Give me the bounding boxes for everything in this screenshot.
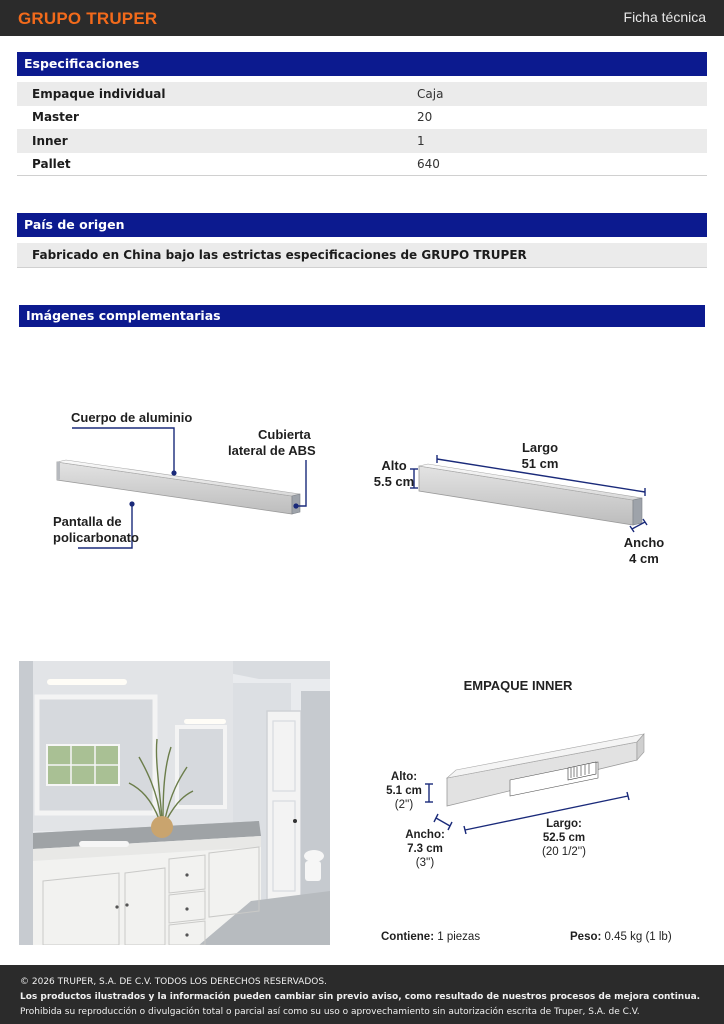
lamp-diagram-graphic — [0, 330, 724, 650]
spec-value: 20 — [417, 110, 433, 125]
height-value: 5.5 cm — [373, 474, 415, 489]
weight-label: Peso: — [570, 931, 602, 943]
height-label: Alto — [381, 458, 407, 473]
packaging-title: EMPAQUE INNER — [463, 678, 573, 693]
spec-label: Inner — [32, 133, 68, 148]
pack-length-cm: 52.5 cm — [542, 832, 586, 844]
length-value: 51 cm — [521, 456, 559, 471]
top-bar — [0, 0, 724, 36]
document-type-label: Ficha técnica — [623, 9, 706, 25]
brand-logo: GRUPO TRUPER — [18, 9, 158, 28]
footer — [0, 965, 724, 1024]
cover-label-line1: Cubierta — [258, 427, 311, 442]
pack-height-in: (2'') — [394, 799, 414, 811]
table-row — [17, 106, 707, 130]
screen-label-line1: Pantalla de — [53, 514, 122, 529]
packaging-box-graphic — [400, 730, 660, 840]
width-label: Ancho — [623, 535, 665, 550]
table-row — [17, 82, 707, 106]
spec-label: Empaque individual — [32, 86, 166, 101]
spec-value: Caja — [417, 86, 444, 101]
table-row — [17, 153, 707, 177]
length-label: Largo — [521, 440, 559, 455]
screen-label-line2: policarbonato — [53, 530, 139, 545]
contains-label: Contiene: — [381, 931, 435, 943]
spec-table — [17, 82, 707, 176]
contains-value: 1 piezas — [437, 931, 481, 943]
lamp-left-illustration — [57, 460, 300, 514]
pack-width-cm: 7.3 cm — [407, 843, 443, 855]
pack-length-label: Largo: — [546, 818, 582, 830]
section-header-images: Imágenes complementarias — [19, 305, 705, 327]
bathroom-photo — [19, 661, 330, 945]
section-header-specs: Especificaciones — [17, 52, 707, 76]
section-header-origin: País de origen — [17, 213, 707, 237]
table-row — [17, 129, 707, 153]
footer-copyright: © 2026 TRUPER, S.A. DE C.V. TODOS LOS DERECHOS RESERVADOS. — [20, 977, 327, 987]
origin-text: Fabricado en China bajo las estrictas especificaciones de GRUPO TRUPER — [17, 243, 707, 268]
spec-label: Master — [32, 110, 79, 125]
pack-length-in: (20 1/2'') — [541, 846, 587, 858]
pack-height-label: Alto: — [390, 771, 418, 783]
product-diagrams — [0, 330, 724, 650]
weight-value: 0.45 kg (1 lb) — [604, 931, 672, 943]
pack-height-cm: 5.1 cm — [386, 785, 422, 797]
pack-width-in: (3'') — [415, 857, 435, 869]
pack-width-label: Ancho: — [405, 829, 445, 841]
spec-label: Pallet — [32, 156, 71, 171]
spec-value: 1 — [417, 133, 425, 148]
body-material-label: Cuerpo de aluminio — [71, 410, 193, 425]
cover-label-line2: lateral de ABS — [228, 443, 316, 458]
width-value: 4 cm — [629, 551, 659, 566]
footer-legal: Prohibida su reproducción o divulgación total o parcial así como su uso o aprovechamiento sin autorización escrita de Truper, S.A. de C.V. — [20, 1007, 640, 1017]
spec-value: 640 — [417, 156, 440, 171]
footer-notice: Los productos ilustrados y la información pueden cambiar sin previo aviso, como resultado de nuestros procesos de mejora continua. — [20, 992, 701, 1002]
